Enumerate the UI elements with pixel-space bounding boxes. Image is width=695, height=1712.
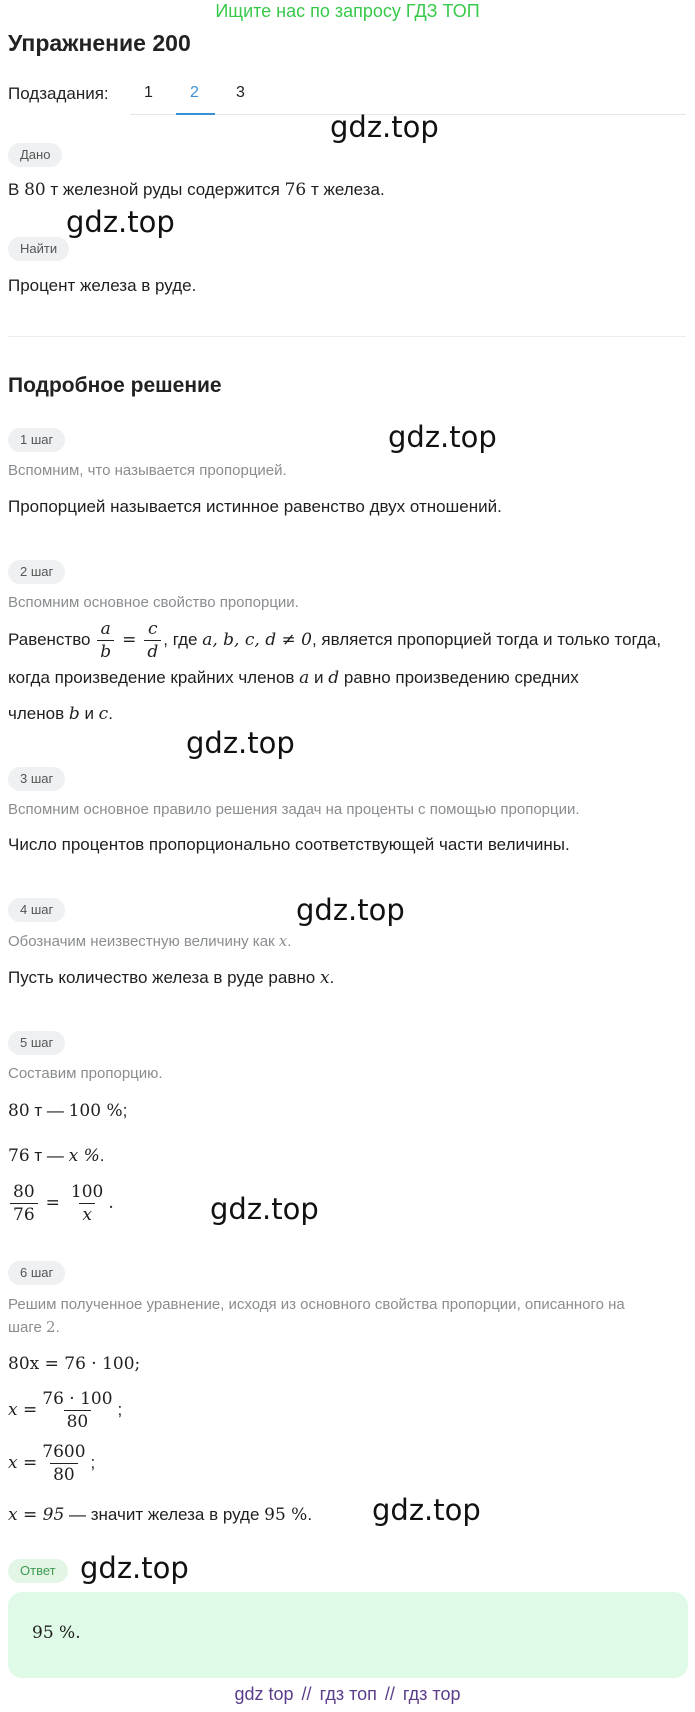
- watermark: gdz.top: [210, 1192, 319, 1226]
- step-3-hint: Вспомним основное правило решения задач на проценты с помощью пропорции.: [8, 801, 580, 818]
- step-1-text: Пропорцией называется истинное равенство двух отношений.: [8, 497, 502, 516]
- step-2-line-3: членов b и c.: [8, 704, 113, 724]
- equation-3: x = $\frac{7600}{80}$ ;: [8, 1442, 96, 1486]
- step-6-hint-line-2: шаге 2.: [8, 1318, 60, 1336]
- section-divider: [8, 336, 686, 337]
- step-2-line-2: когда произведение крайних членов a и d равно произведению средних: [8, 668, 579, 688]
- step-4-hint: Обозначим неизвестную величину как x.: [8, 932, 292, 950]
- step-5-hint: Составим пропорцию.: [8, 1065, 163, 1082]
- proportion-row-2: 76 т — x %.: [8, 1146, 105, 1166]
- step-3-text: Число процентов пропорционально соответствующей части величины.: [8, 835, 570, 854]
- find-text: Процент железа в руде.: [8, 276, 197, 295]
- page-title: Упражнение 200: [8, 30, 191, 56]
- step-1-pill: 1 шаг: [8, 428, 65, 452]
- step-3-pill: 3 шаг: [8, 767, 65, 791]
- step-2-line-1: Равенство $\frac{a}{b}$ = $\frac{c}{d}$ , где a, b, c, d ≠ 0, является пропорцией тогда и только тогда,: [8, 619, 662, 663]
- footer-link-gdz-tor[interactable]: гдз тор: [402, 1684, 461, 1704]
- watermark: gdz.top: [330, 110, 439, 144]
- step-2-pill: 2 шаг: [8, 560, 65, 584]
- step-4-pill: 4 шаг: [8, 898, 65, 922]
- watermark: gdz.top: [66, 205, 175, 239]
- step-1-hint: Вспомним, что называется пропорцией.: [8, 462, 287, 479]
- equation-1: 80x = 76 · 100;: [8, 1354, 141, 1374]
- step-6-pill: 6 шаг: [8, 1261, 65, 1285]
- footer-link-gdz-top[interactable]: gdz top: [234, 1684, 294, 1704]
- active-tab-indicator: [176, 113, 215, 115]
- find-pill: Найти: [8, 237, 69, 261]
- tab-subtask-3[interactable]: 3: [236, 84, 245, 101]
- tab-subtask-2[interactable]: 2: [190, 84, 199, 101]
- proportion-row-1: 80 т — 100 %;: [8, 1101, 128, 1121]
- equation-2: x = $\frac{76 \cdot 100}{80}$ ;: [8, 1389, 123, 1433]
- given-pill: Дано: [8, 143, 62, 167]
- watermark: gdz.top: [296, 893, 405, 927]
- footer-separator: //: [301, 1684, 312, 1704]
- tab-subtask-1[interactable]: 1: [144, 84, 153, 101]
- footer-separator: //: [384, 1684, 395, 1704]
- answer-value: 95 %.: [32, 1623, 81, 1643]
- step-5-pill: 5 шаг: [8, 1031, 65, 1055]
- watermark: gdz.top: [372, 1493, 481, 1527]
- given-text: В 80 т железной руды содержится 76 т железа.: [8, 180, 385, 200]
- answer-box: [8, 1592, 688, 1678]
- solution-title: Подробное решение: [8, 374, 222, 397]
- answer-pill: Ответ: [8, 1559, 68, 1583]
- watermark: gdz.top: [80, 1551, 189, 1585]
- step-6-hint-line-1: Решим полученное уравнение, исходя из основного свойства пропорции, описанного на: [8, 1296, 625, 1313]
- step-2-hint: Вспомним основное свойство пропорции.: [8, 594, 299, 611]
- watermark: gdz.top: [186, 726, 295, 760]
- proportion-fraction: $\frac{80}{76}$ = $\frac{100}{x}$ .: [8, 1178, 114, 1228]
- footer-link-gdz-top-ru[interactable]: гдз топ: [319, 1684, 377, 1704]
- watermark: gdz.top: [388, 420, 497, 454]
- equation-4: x = 95 — значит железа в руде 95 %.: [8, 1505, 313, 1525]
- subtasks-label: Подзадания:: [8, 84, 109, 103]
- search-banner: Ищите нас по запросу ГДЗ ТОП: [215, 1, 480, 21]
- footer-links: [0, 1684, 695, 1705]
- step-4-text: Пусть количество железа в руде равно x.: [8, 968, 335, 988]
